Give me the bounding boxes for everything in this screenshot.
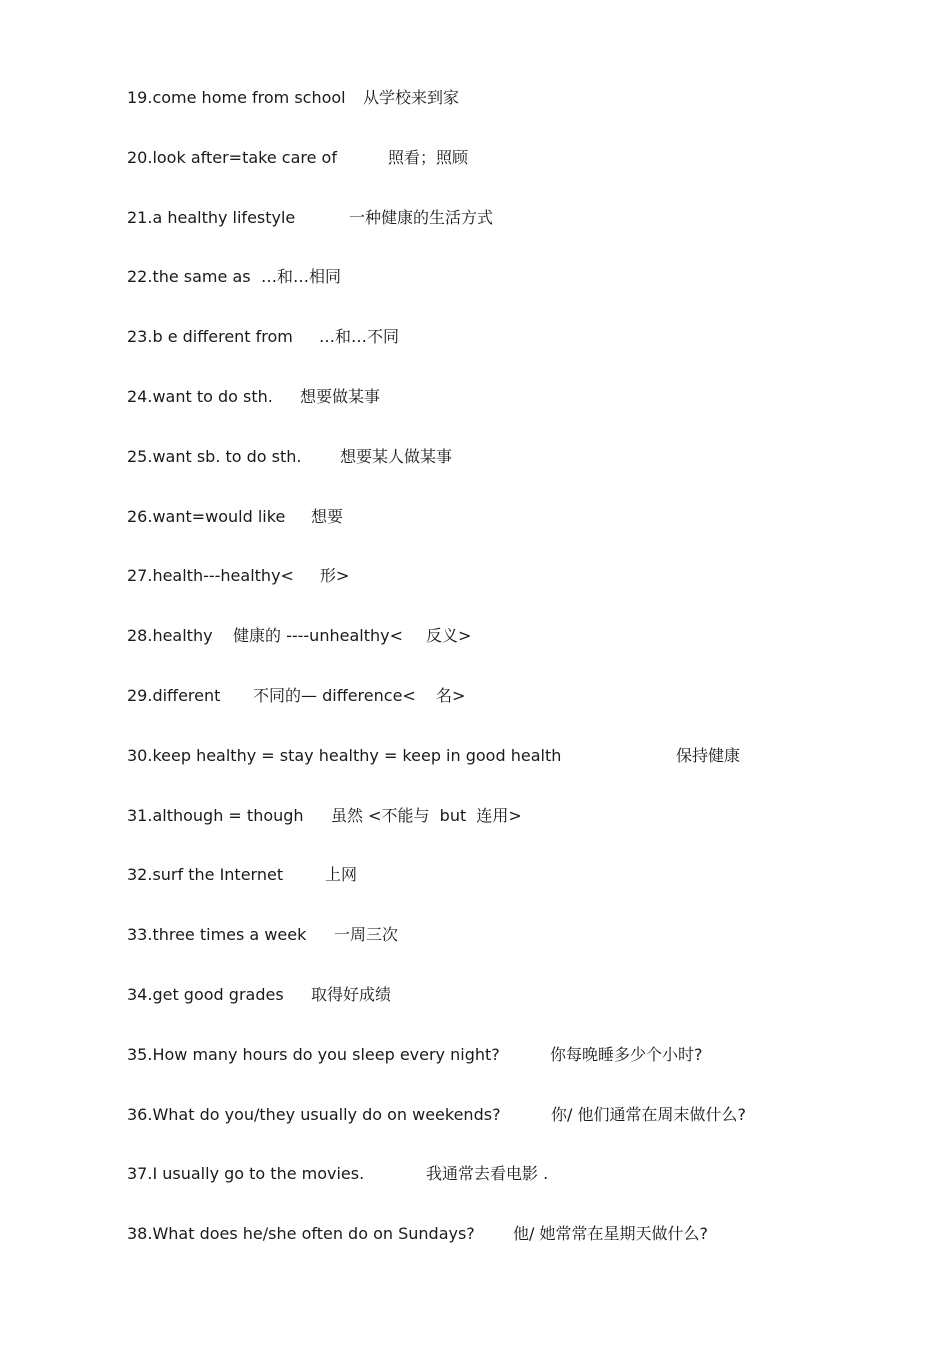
english-phrase: 25.want sb. to do sth. [127, 446, 302, 466]
vocabulary-entry-29 [127, 684, 887, 744]
vocabulary-entry-32 [127, 863, 887, 923]
chinese-meaning: 取得好成绩 [311, 984, 392, 1004]
english-phrase: 20.look after=take care of [127, 147, 337, 167]
chinese-meaning: 想要做某事 [300, 386, 381, 406]
vocabulary-entry-25 [127, 445, 887, 505]
vocabulary-entry-35 [127, 1043, 887, 1103]
chinese-meaning: …和…相同 [261, 267, 342, 287]
english-phrase: 21.a healthy lifestyle [127, 207, 296, 227]
vocabulary-entry-24 [127, 385, 887, 445]
chinese-meaning: 想要 [311, 506, 344, 526]
part-of-speech-note: 形> [320, 566, 350, 586]
vocabulary-entry-22 [127, 265, 887, 325]
english-phrase: 27.health---healthy< [127, 566, 294, 586]
vocabulary-entry-19 [127, 86, 887, 146]
chinese-meaning: 照看；照顾 [388, 147, 469, 167]
vocabulary-entry-26 [127, 505, 887, 565]
chinese-meaning: 他/ 她常常在星期天做什么? [513, 1224, 708, 1244]
english-sentence: 36.What do you/they usually do on weekends? [127, 1104, 501, 1124]
vocabulary-entry-36 [127, 1103, 887, 1163]
vocabulary-entry-28 [127, 624, 887, 684]
chinese-meaning: 我通常去看电影 . [426, 1164, 549, 1184]
chinese-meaning: 上网 [325, 865, 358, 885]
vocabulary-entry-23 [127, 325, 887, 385]
chinese-meaning: 保持健康 [676, 745, 741, 765]
chinese-meaning: 你每晚睡多少个小时? [550, 1044, 703, 1064]
english-phrase: 32.surf the Internet [127, 865, 284, 885]
english-phrase: 19.come home from school [127, 88, 346, 107]
vocabulary-entry-21 [127, 206, 887, 266]
vocabulary-list [127, 86, 887, 1282]
chinese-meaning: …和…不同 [319, 327, 400, 347]
chinese-meaning: 想要某人做某事 [340, 446, 453, 466]
vocabulary-entry-37 [127, 1162, 887, 1222]
vocabulary-entry-30 [127, 744, 887, 804]
english-phrase: 23.b e different from [127, 327, 293, 347]
english-phrase: 30.keep healthy = stay healthy = keep in good health [127, 745, 562, 765]
english-sentence: 35.How many hours do you sleep every night? [127, 1044, 500, 1064]
chinese-meaning: 你/ 他们通常在周末做什么? [551, 1104, 746, 1124]
english-phrase: 33.three times a week [127, 925, 307, 945]
english-phrase: 28.healthy [127, 626, 213, 646]
vocabulary-entry-27 [127, 564, 887, 624]
english-phrase: 26.want=would like [127, 506, 286, 526]
english-phrase: 24.want to do sth. [127, 386, 273, 406]
chinese-meaning: 从学校来到家 [363, 88, 460, 107]
part-of-speech-note: 反义> [426, 626, 472, 646]
chinese-meaning: 虽然 <不能与 but 连用> [331, 805, 522, 825]
chinese-meaning: 不同的— difference< [253, 685, 416, 705]
vocabulary-entry-31 [127, 804, 887, 864]
english-phrase: 34.get good grades [127, 984, 284, 1004]
english-phrase: 31.although = though [127, 805, 304, 825]
vocabulary-entry-38 [127, 1222, 887, 1282]
chinese-meaning: 一种健康的生活方式 [349, 207, 494, 227]
english-sentence: 38.What does he/she often do on Sundays? [127, 1224, 475, 1244]
vocabulary-entry-33 [127, 923, 887, 983]
vocabulary-entry-20 [127, 146, 887, 206]
part-of-speech-note: 名> [436, 685, 466, 705]
english-phrase: 29.different [127, 685, 221, 705]
chinese-meaning: 一周三次 [334, 925, 399, 945]
chinese-meaning: 健康的 ----unhealthy< [233, 626, 403, 646]
english-sentence: 37.I usually go to the movies. [127, 1164, 365, 1184]
english-phrase: 22.the same as [127, 267, 251, 287]
vocabulary-entry-34 [127, 983, 887, 1043]
